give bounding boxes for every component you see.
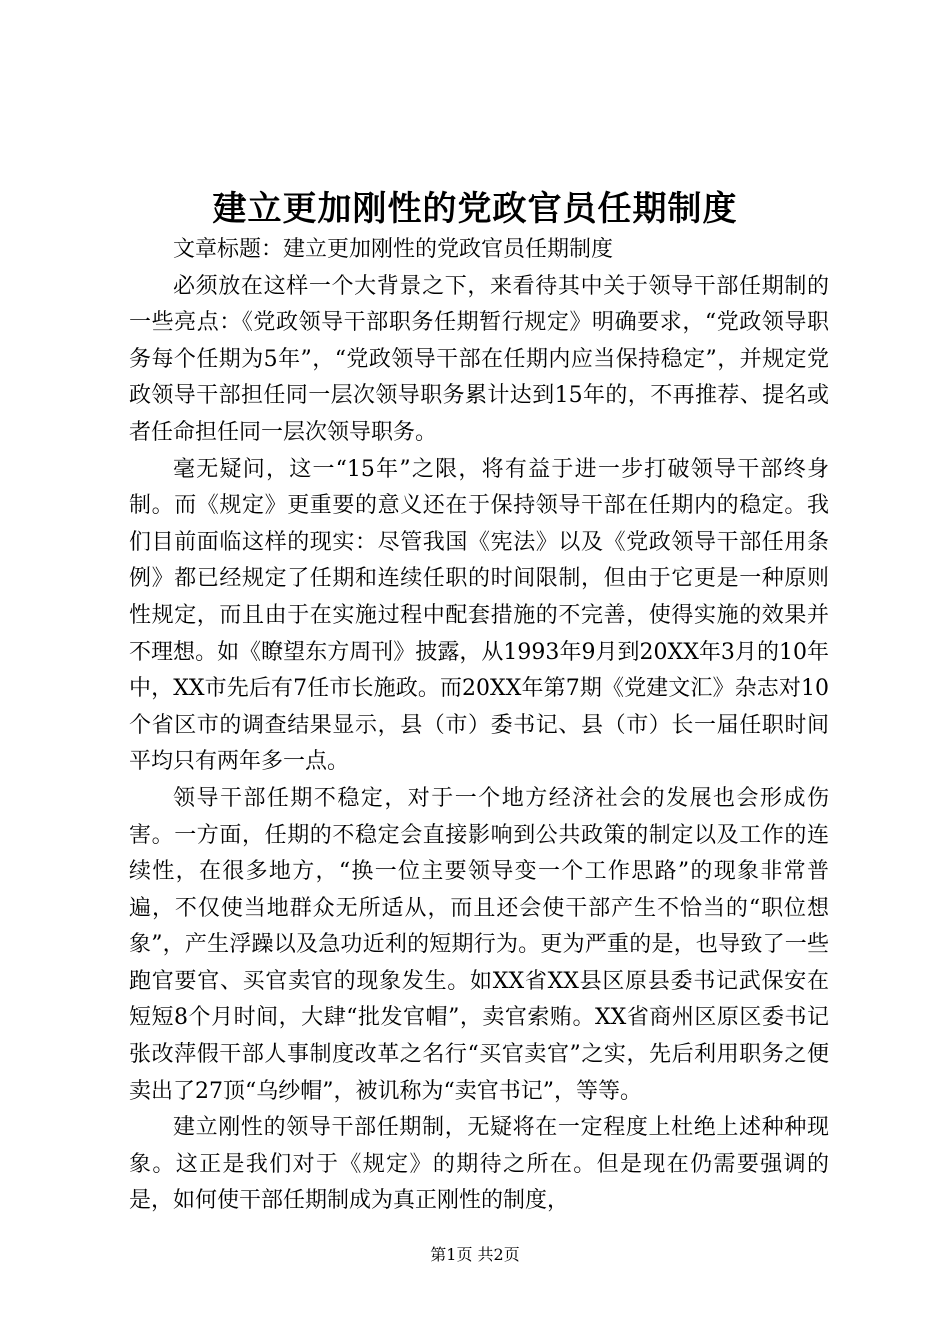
page-footer: 第1页 共2页 [430, 1245, 520, 1264]
paragraph: 必须放在这样一个大背景之下，来看待其中关于领导干部任期制的一些亮点：《党政领导干部职务任期暂行规定》明确要求，“党政领导职务每个任期为5年”，“党政领导干部在任期内应当保持稳定”，并规定党政领导干部担任同一层次领导职务累计达到15年的，不再推荐、提名或者任命担任同一层次领导职务。 [129, 273, 829, 445]
document-body [129, 232, 829, 1220]
paragraph: 领导干部任期不稳定，对于一个地方经济社会的发展也会形成伤害。一方面，任期的不稳定会直接影响到公共政策的制定以及工作的连续性，在很多地方，“换一位主要领导变一个工作思路”的现象非常普遍，不仅使当地群众无所适从，而且还会使干部产生不恰当的“职位想象”，产生浮躁以及急功近利的短期行为。更为严重的是，也导致了一些跑官要官、买官卖官的现象发生。如XX省XX县区原县委书记武保安在短短8个月时间，大肆“批发官帽”，卖官索贿。XX省商州区原区委书记张改萍假干部人事制度改革之名行“买官卖官”之实，先后利用职务之便卖出了27顶“乌纱帽”，被讥称为“卖官书记”，等等。 [129, 785, 829, 1104]
document-title: 建立更加刚性的党政官员任期制度 [212, 189, 738, 229]
paragraph: 毫无疑问，这一“15年”之限，将有益于进一步打破领导干部终身制。而《规定》更重要的意义还在于保持领导干部在任期内的稳定。我们目前面临这样的现实：尽管我国《宪法》以及《党政领导干部任用条例》都已经规定了任期和连续任职的时间限制，但由于它更是一种原则性规定，而且由于在实施过程中配套措施的不完善，使得实施的效果并不理想。如《瞭望东方周刊》披露，从1993年9月到20XX年3月的10年中，XX市先后有7任市长施政。而20XX年第7期《党建文汇》杂志对10个省区市的调查结果显示，县（市）委书记、县（市）长一届任职时间平均只有两年多一点。 [129, 456, 829, 775]
paragraph-article-title: 文章标题：建立更加刚性的党政官员任期制度 [173, 237, 614, 262]
paragraph: 建立刚性的领导干部任期制，无疑将在一定程度上杜绝上述种种现象。这正是我们对于《规定》的期待之所在。但是现在仍需要强调的是，如何使干部任期制成为真正刚性的制度， [129, 1115, 829, 1214]
